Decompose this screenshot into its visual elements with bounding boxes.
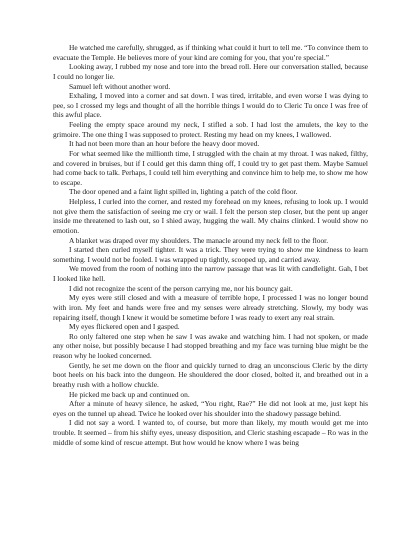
paragraph: Ro only faltered one step when he saw I was awake and watching him. I had not spoken, or made any other noise, but possibly because I had stopped breathing and my face was turning blue might be the reason why he looked concerned. — [53, 331, 368, 360]
paragraph: I did not recognize the scent of the person carrying me, nor his bouncy gait. — [69, 283, 293, 293]
paragraph: A blanket was draped over my shoulders. The manacle around my neck fell to the floor. — [69, 235, 329, 245]
paragraph: He watched me carefully, shrugged, as if thinking what could it hurt to tell me. “To convince them to evacuate the Temple. He believes more of your kind are coming for you, that you’re special.” — [53, 43, 368, 62]
body-text — [53, 43, 368, 447]
paragraph: My eyes were still closed and with a measure of terrible hope, I processed I was no longer bound with iron. My feet and hands were free and my senses were already stretching. Slowly, my body was repairing itself, though I knew it would be sometime before I was ready to exert any real strain. — [53, 293, 368, 322]
paragraph: The door opened and a faint light spilled in, lighting a patch of the cold floor. — [69, 187, 298, 197]
paragraph: Helpless, I curled into the corner, and rested my forehead on my knees, refusing to look up. I would not give them the satisfaction of seeing me cry or wail. I felt the person step closer, but the pent up anger inside me threatened to lash out, so I shied away, hugging the wall. My chains clinked. I would show no emotion. — [53, 197, 368, 235]
paragraph: Feeling the empty space around my neck, I stifled a sob. I had lost the amulets, the key to the grimoire. The one thing I was supposed to protect. Resting my head on my knees, I wallowed. — [53, 120, 368, 139]
paragraph: After a minute of heavy silence, he asked, “You right, Rae?” He did not look at me, just kept his eyes on the tunnel up ahead. Twice he looked over his shoulder into the shadowy passage behind. — [53, 399, 368, 418]
paragraph: Samuel left without another word. — [69, 81, 171, 91]
paragraph: My eyes flickered open and I gasped. — [69, 322, 180, 332]
paragraph: For what seemed like the millionth time, I struggled with the chain at my throat. I was naked, filthy, and covered in bruises, but if I could get this damn thing off, I could try to get past them. Maybe Samuel had come back to talk. Perhaps, I could tell him everything and convince him to help me, to show me how to escape. — [53, 148, 368, 187]
paragraph: He picked me back up and continued on. — [69, 389, 190, 399]
paragraph: We moved from the room of nothing into the narrow passage that was lit with candlelight. Gah, I bet I looked like hell. — [53, 264, 368, 283]
paragraph: I did not say a word. I wanted to, of course, but more than likely, my mouth would get me into trouble. It seemed – from his shifty eyes, uneasy disposition, and Cleric stashing escapade – Ro was in the middle of some kind of rescue attempt. But how would he know where I was being — [53, 418, 368, 447]
paragraph: Looking away, I rubbed my nose and tore into the bread roll. Here our conversation stalled, because I could no longer lie. — [53, 62, 368, 81]
paragraph: It had not been more than an hour before the heavy door moved. — [69, 139, 260, 149]
paragraph: Gently, he set me down on the floor and quickly turned to drag an unconscious Cleric by the dirty boot heels on his back into the dungeon. He shouldered the door closed, bolted it, and breathed out in a breathy rush with a hollow chuckle. — [53, 360, 368, 389]
paragraph: I started then curled myself tighter. It was a trick. They were trying to show me kindness to learn something. I would not be fooled. I was wrapped up tightly, scooped up, and carried away. — [53, 245, 368, 264]
paragraph: Exhaling, I moved into a corner and sat down. I was tired, irritable, and even worse I was dying to pee, so I crossed my legs and thought of all the horrible things I would do to Cleric Tu once I was free of this awful place. — [53, 91, 368, 120]
